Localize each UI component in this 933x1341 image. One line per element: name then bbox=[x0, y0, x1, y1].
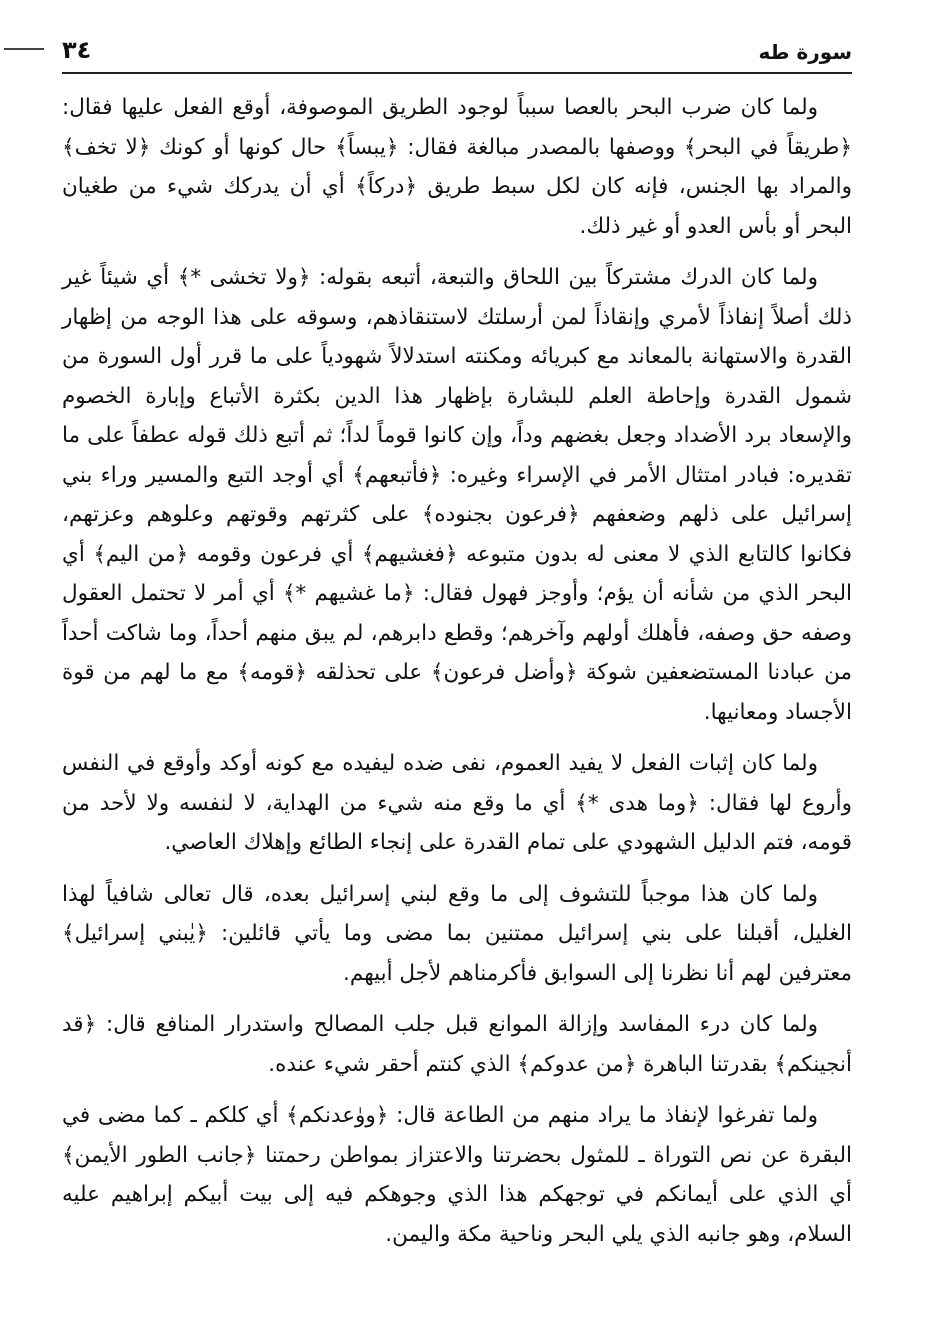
paragraph bbox=[62, 875, 852, 994]
paragraph-text: ولما كان ضرب البحر بالعصا سبباً لوجود الطريق الموصوفة، أوقع الفعل عليها فقال: ﴿طريقاً في البحر﴾ ووصفها بالمصدر مبالغة فقال: ﴿يبساً﴾ حال كونها أو كونك ﴿لا تخف﴾ والمراد بها الجنس، فإنه كان لكل سبط طريق ﴿دركاً﴾ أي أن يدركك شيء من طغيان البحر أو بأس العدو أو غير ذلك. bbox=[62, 95, 852, 239]
surah-title: سورة طه bbox=[758, 40, 852, 64]
page-number: ٣٤ bbox=[62, 36, 92, 64]
paragraph bbox=[62, 1096, 852, 1254]
paragraph bbox=[62, 744, 852, 863]
header-ornament bbox=[4, 48, 44, 50]
page-body bbox=[62, 88, 852, 1266]
paragraph-text: ولما كان إثبات الفعل لا يفيد العموم، نفى ضده ليفيده مع كونه أوكد وأوقع في النفس وأروع لها فقال: ﴿وما هدى *﴾ أي ما وقع منه شيء من الهداية، لا لنفسه ولا لأحد من قومه، فتم الدليل الشهودي على تمام القدرة على إنجاء الطائع وإهلاك العاصي. bbox=[62, 751, 852, 855]
paragraph bbox=[62, 88, 852, 246]
header-rule bbox=[62, 72, 852, 74]
paragraph-text: ولما كان الدرك مشتركاً بين اللحاق والتبعة، أتبعه بقوله: ﴿ولا تخشى *﴾ أي شيئاً غير ذلك أصلاً إنفاذاً لأمري وإنقاذاً لمن أرسلتك لاستنقاذهم، وسوقه على هذا الوجه من إظهار القدرة والاستهانة بالمعاند مع كبريائه ومكنته استدلالاً شهودياً على ما قرر أول السورة من شمول القدرة وإحاطة العلم للبشارة بإظهار هذا الدين بكثرة الأتباع وإبارة الخصوم والإسعاد برد الأضداد وجعل بغضهم وداً، وإن كانوا قوماً لداً؛ ثم أتبع ذلك قوله عطفاً على ما تقديره: فبادر امتثال الأمر في الإسراء وغيره: ﴿فأتبعهم﴾ أي أوجد التبع والمسير وراء بني إسرائيل على ذلهم وضعفهم ﴿فرعون بجنوده﴾ على كثرتهم وقوتهم وعلوهم وعزتهم، فكانوا كالتابع الذي لا معنى له بدون متبوعه ﴿فغشيهم﴾ أي فرعون وقومه ﴿من اليم﴾ أي البحر الذي من شأنه أن يؤم؛ وأوجز فهول فقال: ﴿ما غشيهم *﴾ أي أمر لا تحتمل العقول وصفه حق وصفه، فأهلك أولهم وآخرهم؛ وقطع دابرهم، لم يبق منهم أحداً، وما شاكت أحداً من عبادنا المستضعفين شوكة ﴿وأضل فرعون﴾ على تحذلقه ﴿قومه﴾ مع ما لهم من قوة الأجساد ومعانيها. bbox=[62, 265, 852, 725]
paragraph-text: ولما تفرغوا لإنفاذ ما يراد منهم من الطاعة قال: ﴿ووٰعدنكم﴾ أي كلكم ـ كما مضى في البقرة عن نص التوراة ـ للمثول بحضرتنا والاعتزاز بمواطن رحمتنا ﴿جانب الطور الأيمن﴾ أي الذي على أيمانكم في توجهكم هذا الذي وجوهكم فيه إلى بيت أبيكم إبراهيم عليه السلام، وهو جانبه الذي يلي البحر وناحية مكة واليمن. bbox=[62, 1103, 852, 1247]
paragraph-text: ولما كان درء المفاسد وإزالة الموانع قبل جلب المصالح واستدرار المنافع قال: ﴿قد أنجينكم﴾ بقدرتنا الباهرة ﴿من عدوكم﴾ الذي كنتم أحقر شيء عنده. bbox=[62, 1012, 852, 1077]
paragraph-text: ولما كان هذا موجباً للتشوف إلى ما وقع لبني إسرائيل بعده، قال تعالى شافياً لهذا الغليل، أقبلنا على بني إسرائيل ممتنين بما مضى وما يأتي قائلين: ﴿يٰبني إسرائيل﴾ معترفين لهم أنا نظرنا إلى السوابق فأكرمناهم لأجل أبيهم. bbox=[62, 881, 852, 986]
paragraph bbox=[62, 1005, 852, 1084]
paragraph bbox=[62, 258, 852, 732]
book-page bbox=[62, 30, 852, 1320]
page-header bbox=[62, 30, 852, 72]
